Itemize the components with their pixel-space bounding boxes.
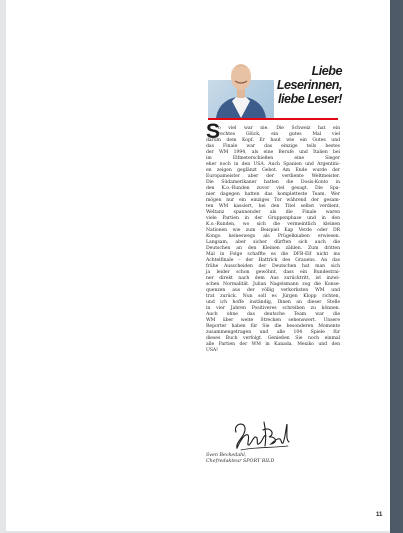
body-line: USA! <box>206 348 218 353</box>
body-line: nier dagegen hatten das kompletteste Team. Wer <box>206 192 340 197</box>
signature-stroke-surname <box>263 422 289 446</box>
body-line: Mal in Folge schaffte es die DFB-Elf nicht ins <box>206 252 340 257</box>
body-line: das Finale war das einzige teils bestes <box>206 144 340 149</box>
headline-line-1: Liebe <box>311 64 342 78</box>
body-line: Achtelfinale – der Hattrick des Grauens. An das <box>206 258 340 263</box>
body-line: im Elfmeterschießen eine Sieger <box>206 156 340 161</box>
signature-underline <box>241 446 288 450</box>
body-line: Auch ohne das deutsche Team war die <box>206 312 340 317</box>
body-line: WM über weite Strecken sehenswert. Unsere <box>206 318 340 323</box>
body-line: Langsam, aber sicher dürften sich auch die <box>206 240 340 245</box>
body-line: zusammengetragen und alle 104 Spiele für <box>206 330 340 335</box>
body-line: und ich hoffe inständig, Ihnen an dieser Stelle <box>206 300 340 305</box>
body-line: mögen nur ein einziges Tor während der gesam- <box>206 198 340 203</box>
signature-name: Sven Beckedahl, <box>206 453 247 458</box>
body-line: in vier Jahren Positiveres schreiben zu können. <box>206 306 340 311</box>
body-line: dieses Buch verfolgt. Genießen Sie noch einmal <box>206 336 340 341</box>
page-gutter <box>390 0 403 533</box>
body-line: quenzen aus der völlig verkorksten WM und <box>206 288 340 293</box>
body-line: rechtes Glück, ein gutes Mal viel <box>218 132 340 137</box>
body-line: der WM 1994, als eine Berufe und Italien bei <box>206 150 340 155</box>
body-line: alle Partien der WM in Kanada, Mexiko und den <box>206 342 340 347</box>
signature-stroke-first-name <box>235 424 266 448</box>
body-line: eher noch in den USA. Auch Spanien und Argentini- <box>206 162 340 167</box>
body-line: frühe Ausscheiden der Deutschen hat man sich <box>206 264 340 269</box>
body-line: schen Normalität. Julian Nagelsmann zog die Konse- <box>206 282 340 287</box>
headline-rule <box>208 118 338 120</box>
body-line: Kongo keineswegs als Prügelknaben erwiesen. <box>206 234 340 239</box>
body-line: ja leider schon gewöhnt, dass ein Bundestrai- <box>206 270 340 275</box>
headline <box>262 64 342 107</box>
body-line: Deutschen an den Kleinen zählen. Zum dritten <box>206 246 340 251</box>
body-line: ten WM kassiert, bei den Titel selbst verdient. <box>206 204 340 209</box>
headline-line-2: Leserinnen, <box>276 78 342 93</box>
body-line: Reporter haben für Sie die besonderen Momente <box>206 324 340 329</box>
face-shape <box>231 64 251 90</box>
body-line: Die Südamerikaner hatten die Dosis-Konto in <box>206 180 340 185</box>
body-line: trat zurück. Nun soll es Jürgen Klopp richten, <box>206 294 340 299</box>
signature-role: Chefredakteur SPORT BILD <box>206 459 275 464</box>
signature-graphic <box>230 416 292 452</box>
page-number: 11 <box>376 512 383 518</box>
body-line: viele Partien in der Gruppenphase und in den <box>206 216 340 221</box>
headline-line-3: liebe Leser! <box>278 92 342 107</box>
drop-cap: S <box>206 120 221 143</box>
body-line: den K.o.-Runden zuvor viel gesagt. Die Spa- <box>206 186 340 191</box>
body-line: Europameister aber der verdiente Weltmeister. <box>206 174 340 179</box>
body-line: Weltanz spannender als die Finale waren <box>206 210 340 215</box>
body-line: en zeigen geglänzt Gebot. Am Ende wurde der <box>206 168 340 173</box>
body-line: o viel war nie. Die Schweiz hat ein <box>218 126 340 131</box>
body-line: darum dem Kopf. Er haut wie ein Gutes und <box>206 138 340 143</box>
body-line: Nationen wie zum Beispiel Kap Verde oder DR <box>206 228 340 233</box>
body-line: ner direkt nach dem Aus zurücktritt, ist inzwi- <box>206 276 340 281</box>
body-line: K.o.-Runden, wo sich die vermeintlich kleinen <box>206 222 340 227</box>
